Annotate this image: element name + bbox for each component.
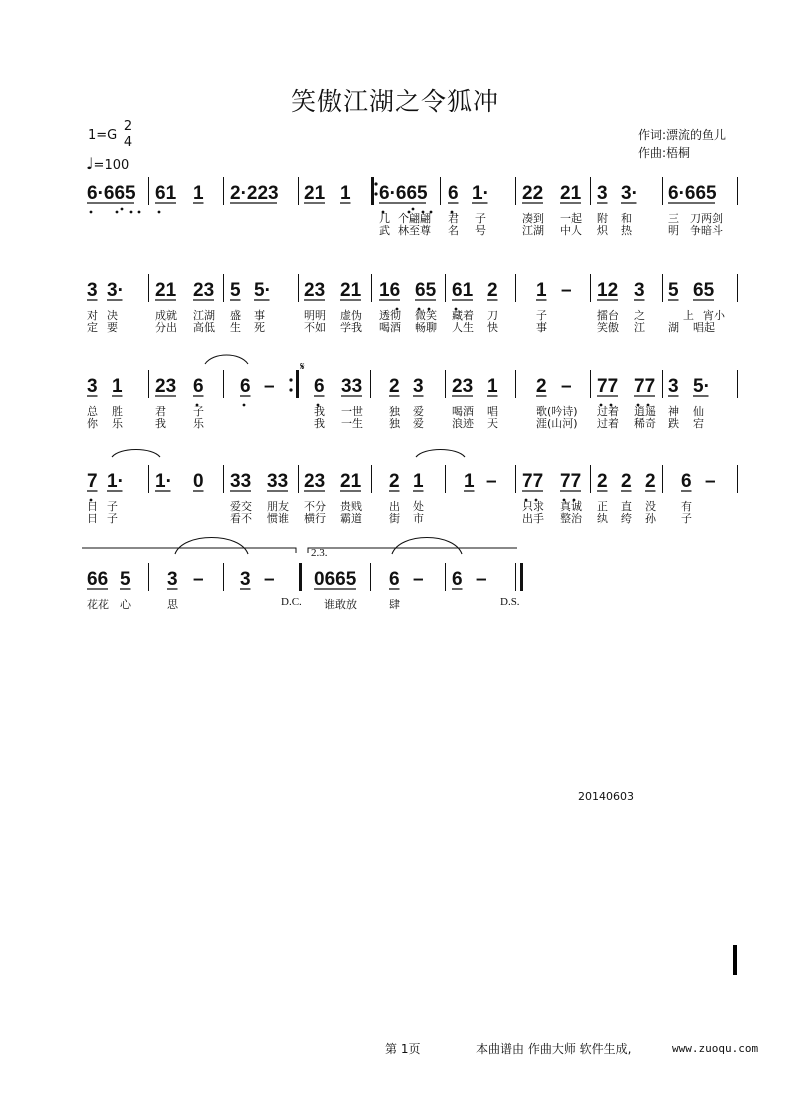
lyric-2-0-1: 胜 [112, 405, 123, 418]
note-3-8: 2 [389, 471, 400, 492]
note-1-0: 3 [87, 280, 98, 301]
note-3-2: 1· [155, 471, 172, 492]
barline-0-4 [440, 177, 441, 205]
note-4-3: – [193, 569, 204, 590]
note-3-10: 1 [464, 471, 475, 492]
lyric-0-1-6: 炽 [597, 224, 608, 237]
note-1-10: 61 [452, 280, 474, 301]
lyric-1-0-0: 对 [87, 309, 98, 322]
note-2-8: 2 [389, 376, 400, 397]
barline-2-1 [223, 370, 224, 398]
barline-2-5 [515, 370, 516, 398]
barline-3-8 [737, 465, 738, 493]
lyric-3-1-11: 绔 [621, 512, 632, 525]
barline-0-5 [515, 177, 516, 205]
barline-0-7 [662, 177, 663, 205]
software-credit: 本曲谱由 作曲大师 软件生成, [476, 1042, 632, 1056]
barline-4-6 [520, 563, 523, 591]
note-0-12: 3· [621, 183, 638, 204]
lyric-0-0-7: 和 [621, 212, 632, 225]
note-4-1: 5 [120, 569, 131, 590]
note-0-0: 6·665 [87, 183, 136, 204]
lyric-1-0-9: 微笑 [415, 309, 437, 322]
note-3-13: 77 [560, 471, 582, 492]
barline-4-5 [515, 563, 516, 591]
lyric-2-0-3: 子 [193, 405, 204, 418]
note-2-4: 6 [240, 376, 251, 397]
composer-credit: 作曲:梧桐 [638, 146, 691, 160]
note-0-2: 1 [193, 183, 204, 204]
octave-dot-0-0 [90, 211, 93, 214]
note-0-13: 6·665 [668, 183, 717, 204]
barline-0-0 [148, 177, 149, 205]
lyric-2-1-13: 跌 [668, 417, 679, 430]
note-1-2: 21 [155, 280, 177, 301]
note-2-11: 1 [487, 376, 498, 397]
lyric-2-0-13: 神 [668, 405, 679, 418]
barline-0-6 [590, 177, 591, 205]
lyric-2-0-8: 喝酒 [452, 405, 474, 418]
note-2-7: 33 [341, 376, 363, 397]
lyric-1-0-15: 上 [683, 309, 694, 322]
lyric-3-1-4: 横行 [304, 512, 326, 525]
note-2-3: 6 [193, 376, 204, 397]
lyric-2-0-14: 仙 [693, 405, 704, 418]
lyric-3-0-11: 直 [621, 500, 632, 513]
note-1-7: 21 [340, 280, 362, 301]
note-0-1: 61 [155, 183, 177, 204]
barline-0-3 [371, 177, 374, 205]
lyric-4-0-2: 思 [167, 598, 178, 611]
note-0-4: 21 [304, 183, 326, 204]
note-3-4: 33 [230, 471, 252, 492]
barline-1-4 [445, 274, 446, 302]
note-3-12: 77 [522, 471, 544, 492]
lyric-0-0-2: 君 [448, 212, 459, 225]
barline-1-7 [662, 274, 663, 302]
lyric-3-0-2: 爱交 [230, 500, 252, 513]
note-3-6: 23 [304, 471, 326, 492]
barline-0-8 [737, 177, 738, 205]
note-1-11: 2 [487, 280, 498, 301]
note-3-5: 33 [267, 471, 289, 492]
lyric-2-0-11: 过着 [597, 405, 619, 418]
lyric-1-0-10: 藏着 [452, 309, 474, 322]
lyric-3-1-7: 市 [413, 512, 424, 525]
note-4-5: – [264, 569, 275, 590]
volta-bracket-1 [82, 548, 296, 553]
lyric-3-0-13: 有 [681, 500, 692, 513]
lyric-1-0-12: 子 [536, 309, 547, 322]
note-3-15: 2 [621, 471, 632, 492]
lyric-2-1-14: 宕 [693, 417, 704, 430]
barline-1-5 [515, 274, 516, 302]
note-1-5: 5· [254, 280, 271, 301]
note-0-11: 3 [597, 183, 608, 204]
note-1-1: 3· [107, 280, 124, 301]
octave-dot-0-5 [158, 211, 161, 214]
barline-3-4 [445, 465, 446, 493]
barline-2-8 [737, 370, 738, 398]
lyric-1-0-7: 虚伪 [340, 309, 362, 322]
lyric-3-1-12: 孙 [645, 512, 656, 525]
lyric-1-1-14: 江 [634, 321, 645, 334]
barline-2-0 [148, 370, 149, 398]
note-1-17: 65 [693, 280, 715, 301]
note-2-15: 77 [634, 376, 656, 397]
lyric-2-0-6: 独 [389, 405, 400, 418]
repeat-dot-0 [289, 378, 292, 381]
lyric-0-1-5: 中人 [560, 224, 582, 237]
note-2-1: 1 [112, 376, 123, 397]
note-2-14: 77 [597, 376, 619, 397]
barline-4-0 [148, 563, 149, 591]
note-4-0: 66 [87, 569, 109, 590]
song-title: 笑傲江湖之令狐冲 [290, 87, 499, 116]
barline-1-3 [371, 274, 372, 302]
repeat-dot-1 [289, 388, 292, 391]
lyric-3-0-6: 出 [389, 500, 400, 513]
note-3-9: 1 [413, 471, 424, 492]
note-0-7: 6 [448, 183, 459, 204]
lyric-0-1-3: 号 [475, 224, 486, 237]
lyric-1-1-12: 事 [536, 321, 547, 334]
note-4-8: – [413, 569, 424, 590]
date-stamp: 20140603 [578, 790, 634, 803]
barline-2-6 [590, 370, 591, 398]
lyric-3-0-0: 日 [87, 500, 98, 513]
note-4-6: 0665 [314, 569, 357, 590]
lyric-3-1-6: 街 [389, 512, 400, 525]
page-number: 第 1页 [385, 1042, 421, 1056]
lyric-3-1-9: 整治 [560, 512, 582, 525]
note-3-0: 7 [87, 471, 98, 492]
lyric-0-0-1: 个翩翩 [398, 212, 431, 225]
page-end-bar [733, 945, 737, 975]
lyric-2-1-7: 爱 [413, 417, 424, 430]
slur-2 [416, 450, 465, 458]
note-0-6: 6·665 [379, 183, 428, 204]
barline-3-7 [662, 465, 663, 493]
note-2-9: 3 [413, 376, 424, 397]
lyric-3-0-3: 朋友 [267, 500, 289, 513]
lyric-2-1-6: 独 [389, 417, 400, 430]
slur-1 [112, 450, 160, 458]
lyric-2-1-8: 浪迹 [452, 417, 474, 430]
lyric-2-0-4: 我 [314, 405, 325, 418]
lyric-0-1-9: 争暗斗 [690, 224, 723, 237]
volta-label: 2.3. [311, 547, 328, 559]
note-3-18: – [705, 471, 716, 492]
lyric-3-1-5: 霸道 [340, 512, 362, 525]
lyric-1-1-7: 学我 [340, 321, 362, 334]
note-0-5: 1 [340, 183, 351, 204]
octave-dot-0-1 [116, 211, 119, 214]
lyric-1-1-6: 不如 [304, 321, 326, 334]
barline-1-2 [298, 274, 299, 302]
note-2-2: 23 [155, 376, 177, 397]
note-1-16: 5 [668, 280, 679, 301]
lyric-2-1-4: 我 [314, 417, 325, 430]
lyric-0-0-5: 一起 [560, 212, 582, 225]
lyric-4-0-1: 心 [120, 598, 131, 611]
lyric-1-0-8: 透彻 [379, 309, 401, 322]
lyric-3-0-8: 只求 [522, 500, 544, 513]
lyric-0-0-0: 几 [379, 212, 390, 225]
note-0-3: 2·223 [230, 183, 279, 204]
lyric-0-1-0: 武 [379, 224, 390, 237]
lyric-1-0-16: 宵小 [703, 309, 725, 322]
barline-4-4 [445, 563, 446, 591]
lyric-2-1-5: 一生 [341, 417, 363, 430]
note-0-8: 1· [472, 183, 489, 204]
lyric-3-1-0: 日 [87, 512, 98, 525]
repeat-dot-2 [374, 182, 377, 185]
note-3-16: 2 [645, 471, 656, 492]
time-signature-bottom: 4 [123, 135, 133, 150]
lyric-3-1-3: 惯谁 [267, 512, 289, 525]
barline-3-6 [590, 465, 591, 493]
lyric-1-0-14: 之 [634, 309, 645, 322]
lyric-3-0-10: 正 [597, 500, 608, 513]
quarter-note-icon: ♩ [86, 154, 94, 173]
lyric-1-0-6: 明明 [304, 309, 326, 322]
note-3-7: 21 [340, 471, 362, 492]
lyric-0-0-6: 附 [597, 212, 608, 225]
lyric-2-1-9: 天 [487, 417, 498, 430]
note-2-16: 3 [668, 376, 679, 397]
lyric-1-0-5: 事 [254, 309, 265, 322]
note-4-4: 3 [240, 569, 251, 590]
lyric-1-1-3: 高低 [193, 321, 215, 334]
lyric-0-1-4: 江湖 [522, 224, 544, 237]
lyric-0-1-1: 林至尊 [398, 224, 431, 237]
note-3-1: 1· [107, 471, 124, 492]
barline-1-0 [148, 274, 149, 302]
note-2-12: 2 [536, 376, 547, 397]
time-signature-top: 2 [123, 119, 133, 134]
note-2-0: 3 [87, 376, 98, 397]
barline-2-2 [296, 370, 299, 398]
slur-0 [205, 355, 248, 364]
lyric-2-1-10: 涯(山河) [536, 417, 578, 430]
octave-dot-0-4 [138, 211, 141, 214]
lyric-1-1-4: 生 [230, 321, 241, 334]
note-4-2: 3 [167, 569, 178, 590]
lyric-2-0-12: 逍遥 [634, 405, 656, 418]
lyric-4-0-0: 花花 [87, 598, 109, 611]
barline-3-3 [371, 465, 372, 493]
lyric-1-1-8: 喝酒 [379, 321, 401, 334]
note-1-13: – [561, 280, 572, 301]
barline-0-1 [223, 177, 224, 205]
lyric-3-0-5: 贵贱 [340, 500, 362, 513]
lyric-1-1-5: 死 [254, 321, 265, 334]
lyric-1-0-11: 刀 [487, 309, 498, 322]
lyric-3-0-12: 没 [645, 500, 656, 513]
lyric-1-1-2: 分出 [155, 321, 177, 334]
lyric-0-0-3: 子 [475, 212, 486, 225]
key-signature: 1=G [88, 128, 118, 143]
lyric-3-1-10: 纨 [597, 512, 608, 525]
lyric-2-0-0: 总 [87, 405, 98, 418]
note-0-9: 22 [522, 183, 544, 204]
barline-4-3 [370, 563, 371, 591]
dc-marking: D.C. [281, 596, 302, 608]
lyric-2-1-11: 过着 [597, 417, 619, 430]
barline-3-5 [515, 465, 516, 493]
lyric-1-1-11: 快 [487, 321, 498, 334]
website-url: www.zuoqu.com [672, 1042, 759, 1055]
lyric-4-0-4: 肆 [389, 598, 400, 611]
note-2-10: 23 [452, 376, 474, 397]
lyric-2-1-2: 我 [155, 417, 166, 430]
lyric-1-1-0: 定 [87, 321, 98, 334]
lyric-1-1-13: 笑傲 [597, 321, 619, 334]
barline-4-1 [223, 563, 224, 591]
lyric-1-1-9: 畅聊 [415, 321, 437, 334]
lyric-2-0-10: 歌(吟诗) [536, 405, 578, 418]
slur-4 [392, 538, 462, 555]
barline-3-0 [148, 465, 149, 493]
note-0-10: 21 [560, 183, 582, 204]
note-3-11: – [486, 471, 497, 492]
ds-marking: D.S. [500, 596, 520, 608]
note-3-3: 0 [193, 471, 204, 492]
barline-3-2 [298, 465, 299, 493]
note-4-10: – [476, 569, 487, 590]
lyric-2-0-2: 君 [155, 405, 166, 418]
lyric-0-0-8: 三 [668, 212, 679, 225]
barline-3-1 [223, 465, 224, 493]
lyric-2-0-7: 爱 [413, 405, 424, 418]
note-2-5: – [264, 376, 275, 397]
note-1-4: 5 [230, 280, 241, 301]
lyric-3-0-1: 子 [107, 500, 118, 513]
repeat-dot-3 [374, 192, 377, 195]
lyric-2-1-1: 乐 [112, 417, 123, 430]
lyric-1-0-4: 盛 [230, 309, 241, 322]
barline-2-7 [662, 370, 663, 398]
tempo-value: =100 [93, 158, 130, 173]
barline-1-8 [737, 274, 738, 302]
lyric-2-0-5: 一世 [341, 405, 363, 418]
note-1-14: 12 [597, 280, 619, 301]
lyric-4-0-3: 谁敢放 [324, 598, 357, 611]
lyric-0-0-4: 凑到 [522, 212, 544, 225]
barline-4-2 [299, 563, 302, 591]
lyric-1-1-10: 人生 [452, 321, 474, 334]
note-4-7: 6 [389, 569, 400, 590]
barline-2-4 [445, 370, 446, 398]
lyric-3-1-8: 出手 [522, 512, 544, 525]
volta-bracket-2 [308, 548, 517, 553]
note-1-9: 65 [415, 280, 437, 301]
barline-1-1 [223, 274, 224, 302]
lyric-2-1-3: 乐 [193, 417, 204, 430]
note-1-6: 23 [304, 280, 326, 301]
note-2-13: – [561, 376, 572, 397]
lyric-3-1-13: 子 [681, 512, 692, 525]
note-4-9: 6 [452, 569, 463, 590]
note-2-6: 6 [314, 376, 325, 397]
lyric-3-1-1: 子 [107, 512, 118, 525]
octave-dot-0-2 [121, 208, 124, 211]
octave-dot-2-1 [243, 404, 246, 407]
octave-dot-0-8 [412, 208, 415, 211]
lyric-3-0-4: 不分 [304, 500, 326, 513]
note-1-12: 1 [536, 280, 547, 301]
lyric-0-1-8: 明 [668, 224, 679, 237]
lyric-0-1-7: 热 [621, 224, 632, 237]
lyric-1-0-13: 擂台 [597, 309, 619, 322]
note-2-17: 5· [693, 376, 710, 397]
note-1-3: 23 [193, 280, 215, 301]
lyric-1-0-3: 江湖 [193, 309, 215, 322]
note-1-15: 3 [634, 280, 645, 301]
note-3-14: 2 [597, 471, 608, 492]
lyric-1-0-2: 成就 [155, 309, 177, 322]
barline-1-6 [590, 274, 591, 302]
octave-dot-0-3 [130, 211, 133, 214]
lyric-1-1-16: 唱起 [693, 321, 715, 334]
lyric-3-0-9: 真诚 [560, 500, 582, 513]
note-1-8: 16 [379, 280, 401, 301]
lyric-3-0-7: 处 [413, 500, 424, 513]
note-3-17: 6 [681, 471, 692, 492]
lyric-0-1-2: 名 [448, 224, 459, 237]
lyric-1-0-1: 决 [107, 309, 118, 322]
barline-0-2 [298, 177, 299, 205]
lyric-2-1-12: 稀奇 [634, 417, 656, 430]
lyric-2-0-9: 唱 [487, 405, 498, 418]
lyricist-credit: 作词:漂流的鱼儿 [638, 128, 727, 142]
lyric-0-0-9: 刀两剑 [690, 212, 723, 225]
lyric-3-1-2: 看不 [230, 512, 252, 525]
slur-3 [175, 538, 248, 555]
lyric-1-1-15: 湖 [668, 321, 679, 334]
lyric-2-1-0: 你 [87, 417, 98, 430]
barline-2-3 [370, 370, 371, 398]
lyric-1-1-1: 要 [107, 321, 118, 334]
segno-sign: 𝄋 [300, 361, 305, 373]
